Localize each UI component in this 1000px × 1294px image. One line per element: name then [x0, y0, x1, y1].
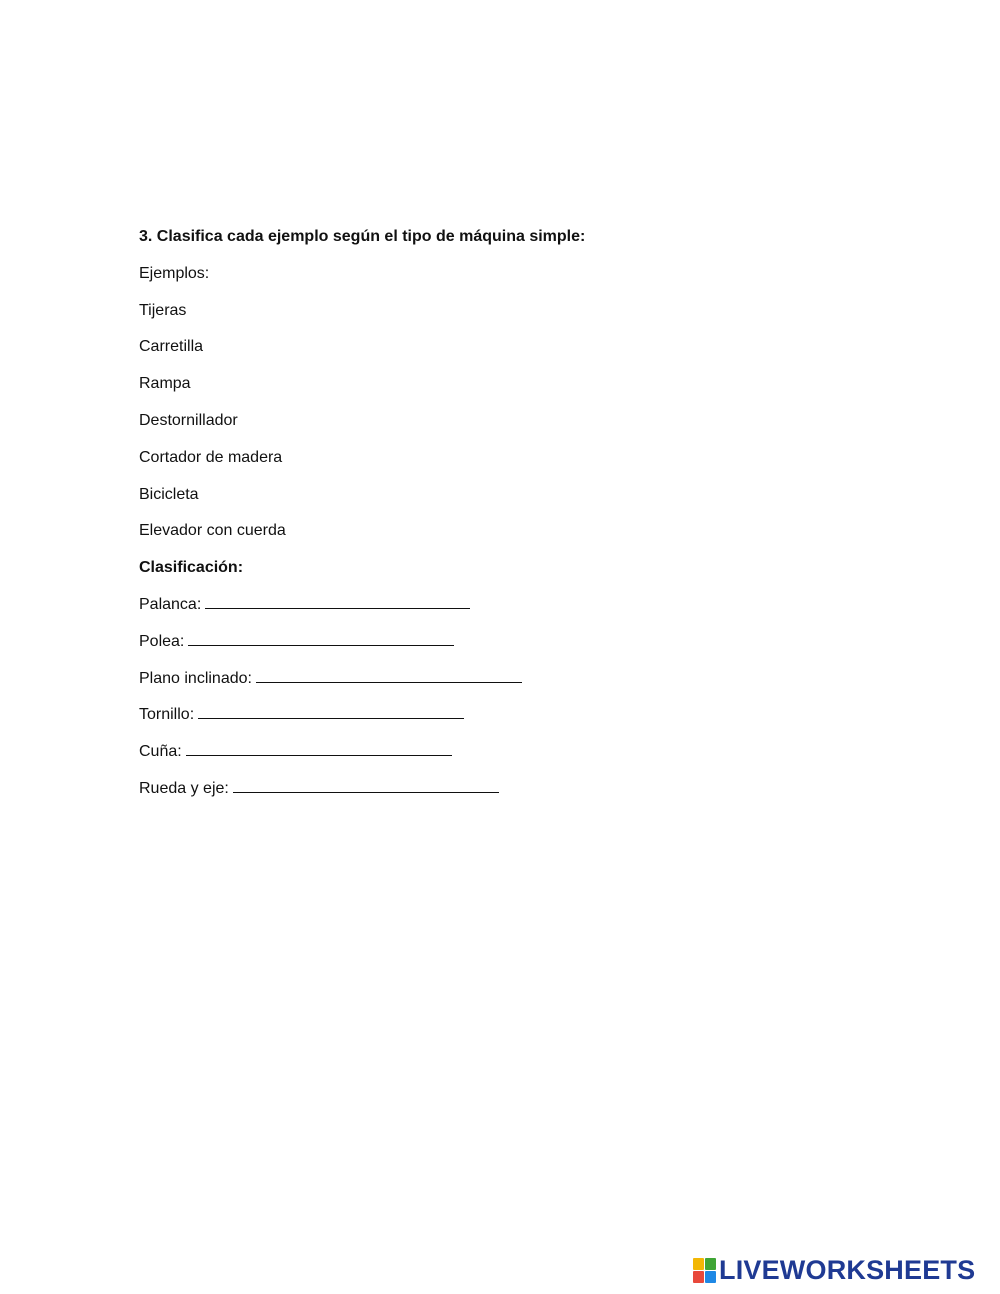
category-row-cuna: [139, 742, 899, 762]
answer-blank-rueda-y-eje[interactable]: [233, 791, 499, 793]
category-label: Palanca:: [139, 595, 202, 613]
example-item: Rampa: [139, 375, 191, 393]
answer-blank-tornillo[interactable]: [198, 717, 464, 719]
example-item: Elevador con cuerda: [139, 522, 286, 540]
worksheet-content: [139, 227, 899, 816]
liveworksheets-logo: [693, 1256, 975, 1284]
logo-text: LIVEWORKSHEETS: [719, 1255, 976, 1285]
logo-mark-square: [705, 1271, 716, 1283]
answer-blank-plano-inclinado[interactable]: [256, 681, 522, 683]
answer-blank-polea[interactable]: [188, 644, 454, 646]
example-item: Destornillador: [139, 411, 238, 429]
logo-mark-square: [705, 1258, 716, 1270]
logo-mark-square: [693, 1271, 704, 1283]
logo-mark-square: [693, 1258, 704, 1270]
question-title: 3. Clasifica cada ejemplo según el tipo de máquina simple:: [139, 228, 586, 245]
category-row-tornillo: [139, 705, 899, 725]
logo-mark-icon: [693, 1258, 715, 1282]
category-label: Cuña:: [139, 743, 182, 761]
category-label: Tornillo:: [139, 706, 195, 724]
category-row-plano-inclinado: [139, 669, 899, 689]
category-label: Rueda y eje:: [139, 779, 229, 797]
classification-label: Clasificación:: [139, 559, 244, 577]
category-label: Polea:: [139, 632, 185, 650]
answer-blank-palanca[interactable]: [205, 607, 470, 609]
category-row-rueda-y-eje: [139, 779, 899, 799]
category-row-palanca: [139, 595, 899, 615]
answer-blank-cuna[interactable]: [186, 754, 452, 756]
category-label: Plano inclinado:: [139, 669, 252, 687]
example-item: Cortador de madera: [139, 448, 283, 466]
example-item: Tijeras: [139, 301, 187, 319]
category-row-polea: [139, 632, 899, 652]
example-item: Bicicleta: [139, 485, 199, 503]
example-item: Carretilla: [139, 338, 204, 356]
examples-label: Ejemplos:: [139, 264, 210, 282]
